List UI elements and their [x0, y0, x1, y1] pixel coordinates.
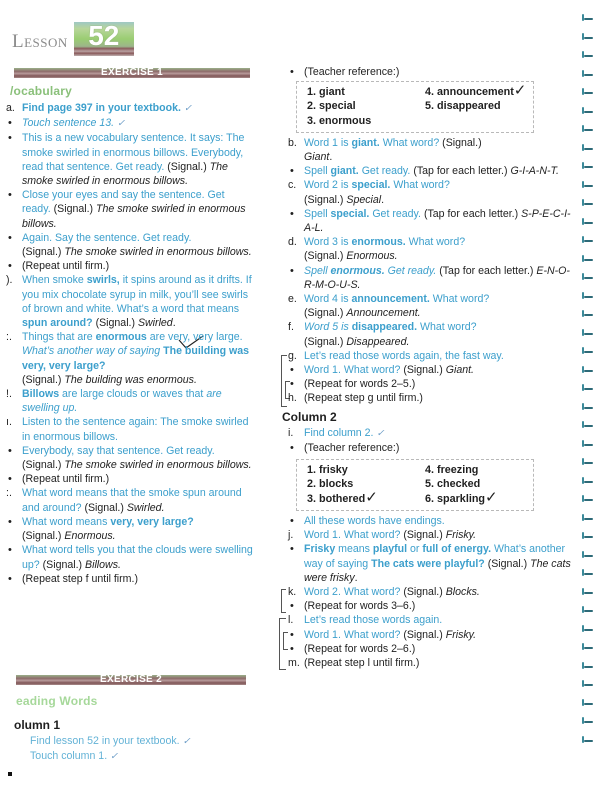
instruction: Spell	[304, 207, 331, 220]
answer: S-P-E-C-I-A-L.	[304, 207, 571, 235]
instruction: Everybody, say that sentence. Get ready.	[22, 444, 215, 457]
repeat-note: (Repeat step l until firm.)	[304, 656, 420, 669]
step-f-bullet-3	[6, 572, 254, 586]
step-f-bullet-2	[6, 543, 254, 571]
key-word: very, very large?	[110, 515, 194, 528]
tap-note: (Tap for each letter.)	[410, 165, 511, 178]
instruction: What word tells you that the clouds were swelling up?	[22, 544, 253, 571]
answer: The building was enormous.	[64, 373, 197, 386]
step-a	[6, 101, 254, 116]
step-a-bullet-3	[6, 188, 254, 231]
repeat-note: (Repeat for words 2–5.)	[304, 378, 416, 391]
step-d-bullet	[288, 264, 574, 292]
word-item: 1. giant	[307, 86, 345, 99]
instruction: What word means	[22, 515, 111, 528]
spiral-loop	[578, 434, 600, 453]
signal: (Signal.)	[439, 136, 482, 149]
instruction: What word?	[429, 293, 490, 306]
instruction: or	[407, 543, 423, 556]
word-list-box-2	[296, 459, 534, 511]
spiral-loop	[578, 730, 600, 749]
step-a-bullet-5	[6, 259, 254, 273]
spiral-loop	[578, 360, 600, 379]
column-1-step-1	[14, 734, 254, 749]
step-d	[288, 235, 574, 263]
answer: Enormous.	[64, 530, 116, 543]
reading-words-title: eading Words	[16, 694, 98, 708]
answer: The smoke swirled in enormous billows.	[64, 459, 252, 472]
instruction: What word?	[390, 179, 450, 192]
step-marker: l.	[288, 614, 294, 627]
key-word: The building was very, very large?	[22, 345, 250, 372]
instruction: All these words have endings.	[304, 514, 445, 527]
spiral-loop	[578, 563, 600, 582]
instruction: Find column 2.	[304, 426, 374, 439]
answer: Giant.	[445, 364, 474, 377]
step-marker: c.	[288, 179, 297, 192]
key-word: giant.	[351, 136, 380, 149]
step-k	[288, 585, 574, 599]
tick-icon: ✓	[110, 751, 119, 763]
signal: (Signal.)	[400, 364, 446, 377]
key-word: announcement.	[351, 293, 430, 306]
step-i	[288, 426, 574, 441]
instruction: Word 3 is	[304, 236, 352, 249]
instruction: Word 2. What word?	[304, 585, 401, 598]
repeat-note: (Repeat until firm.)	[22, 260, 110, 273]
signal: (Signal.)	[167, 160, 207, 173]
bracket	[281, 589, 286, 613]
step-j-bullet	[288, 542, 574, 585]
signal: (Signal.)	[22, 459, 65, 472]
word-item: 4. freezing	[425, 464, 479, 477]
signal: (Signal.)	[304, 250, 347, 263]
instruction: Again. Say the sentence. Get ready.	[22, 231, 192, 244]
label: (Teacher reference:)	[304, 66, 400, 78]
spiral-loop	[578, 64, 600, 83]
step-marker: :.	[6, 331, 12, 344]
instruction: are swelling up.	[22, 388, 222, 415]
signal: (Signal.)	[39, 558, 86, 571]
instruction: What word?	[379, 136, 440, 149]
signal: (Signal.)	[22, 246, 62, 259]
spiral-loop	[578, 267, 600, 286]
step-marker: :.	[6, 487, 12, 500]
instruction: What word?	[405, 236, 466, 249]
exercise-2-banner: EXERCISE 2	[16, 675, 246, 685]
signal: (Signal.)	[92, 317, 138, 330]
instruction: Get ready.	[384, 264, 437, 277]
key-word: swirls,	[86, 274, 120, 287]
step-h	[288, 391, 574, 405]
instruction: What’s another way of saying	[22, 345, 164, 358]
instruction: Word 1. What word?	[304, 529, 401, 542]
instruction: Word 2 is	[304, 179, 352, 192]
instruction: Word 1. What word?	[304, 628, 401, 641]
spiral-loop	[578, 249, 600, 268]
instruction: Touch sentence 13.	[22, 117, 115, 130]
instruction: are very, very large.	[146, 331, 243, 344]
vocabulary-title: /ocabulary	[10, 84, 73, 98]
instruction: Get ready.	[369, 207, 421, 220]
step-marker: e.	[288, 293, 297, 306]
spiral-loop	[578, 101, 600, 120]
instruction: Close your eyes and say the sentence. Get ready.	[22, 189, 225, 216]
instruction: Find page 397 in your textbook.	[22, 102, 181, 114]
answer: Frisky.	[445, 628, 477, 641]
word-item: 1. frisky	[307, 464, 348, 477]
spiral-loop	[578, 693, 600, 712]
handwritten-check-icon: ✓	[513, 81, 527, 100]
key-word: special.	[351, 179, 391, 192]
spiral-loop	[578, 82, 600, 101]
spiral-loop	[578, 119, 600, 138]
spiral-loop	[578, 471, 600, 490]
instruction: Word 5 is	[304, 321, 352, 334]
tap-note: (Tap for each letter.)	[436, 264, 537, 277]
step-e	[288, 292, 574, 320]
spiral-loop	[578, 489, 600, 508]
step-i-bullet	[288, 514, 574, 528]
step-c-bullet	[288, 207, 574, 235]
tick-icon: ✓	[182, 736, 191, 747]
step-marker: k.	[288, 585, 297, 598]
spiral-loop	[578, 27, 600, 46]
spiral-loop	[578, 711, 600, 730]
key-word: spun around?	[22, 317, 93, 330]
signal: (Signal.)	[304, 335, 347, 348]
step-marker: i.	[288, 426, 294, 439]
step-marker: h.	[288, 392, 297, 405]
handwritten-check-icon: ✓	[365, 487, 378, 506]
tick-icon: ✓	[117, 118, 126, 130]
spiral-loop	[578, 656, 600, 675]
step-a-bullet-4	[6, 231, 254, 259]
answer: The smoke swirled in enormous billows.	[22, 160, 228, 188]
tap-note: (Tap for each letter.)	[421, 207, 522, 220]
instruction: Spell	[304, 264, 331, 277]
punctuation: .	[172, 317, 176, 330]
answer: Giant	[304, 151, 330, 164]
lesson-number: 52	[88, 20, 120, 51]
instruction: Find lesson 52 in your textbook.	[30, 735, 180, 747]
instruction: Let’s read those words again.	[304, 614, 443, 627]
spiral-loop	[578, 212, 600, 231]
step-f	[288, 320, 574, 348]
key-word: full of energy.	[422, 543, 492, 556]
instruction: What’s another way of saying	[304, 543, 566, 570]
left-column	[6, 101, 254, 586]
key-word: Billows	[22, 388, 60, 401]
step-b-bullet	[288, 164, 574, 178]
teacher-reference-label	[288, 65, 574, 79]
answer: G-I-A-N-T.	[510, 165, 559, 178]
tick-icon: ✓	[183, 103, 192, 114]
signal: (Signal.)	[400, 585, 446, 598]
answer: Enormous.	[346, 250, 398, 263]
spiral-loop	[578, 397, 600, 416]
step-k-group	[288, 585, 574, 613]
answer: Disappeared.	[346, 335, 410, 348]
repeat-note: (Repeat step f until firm.)	[22, 572, 138, 585]
answer: The smoke swirled in enormous billows.	[64, 246, 252, 259]
signal: (Signal.)	[22, 530, 65, 543]
word-item: 3. enormous	[307, 114, 372, 127]
instruction: Word 1 is	[304, 136, 352, 149]
step-l	[288, 613, 574, 627]
answer: Billows.	[85, 558, 121, 571]
answer: Swirled	[137, 317, 173, 330]
teacher-reference-label-2	[288, 441, 574, 455]
word-item	[415, 487, 533, 506]
step-g-bullet-2	[288, 377, 574, 391]
word-item: 2. blocks	[307, 478, 354, 491]
step-marker: b.	[288, 136, 297, 149]
signal: (Signal.)	[53, 203, 94, 216]
instruction: What word?	[417, 321, 477, 334]
spiral-loop	[578, 45, 600, 64]
answer: E-N-O-R-M-O-U-S.	[304, 264, 570, 291]
key-word: giant.	[330, 165, 359, 178]
scan-speck	[8, 772, 12, 776]
instruction: it spins around as it drifts. If you mix chocolate syrup in milk, you’ll see swirls of brown and white. What’s a word that means	[22, 274, 252, 315]
spiral-loop	[578, 286, 600, 305]
answer: Swirled.	[126, 501, 165, 514]
instruction: are large clouds or waves that	[59, 388, 207, 401]
instruction: Get ready.	[358, 165, 411, 178]
lesson-header	[12, 20, 134, 56]
step-marker: ı.	[6, 416, 12, 429]
answer: Announcement.	[346, 307, 421, 320]
right-column	[282, 65, 574, 670]
step-a-bullet-2	[6, 131, 254, 188]
word-list-box-1	[296, 81, 534, 133]
key-word: disappeared.	[351, 321, 418, 334]
step-f-bullet-1	[6, 515, 254, 543]
spiral-loop	[578, 674, 600, 693]
instruction: Let’s read those words again, the fast way.	[304, 349, 504, 362]
spiral-loop	[578, 138, 600, 157]
handwritten-check-icon: ✓	[485, 487, 498, 506]
step-c: c. Word 2 is special. What word? (Signal.) Special.	[288, 179, 450, 206]
spiral-loop	[578, 193, 600, 212]
word-item: 5. disappeared	[425, 100, 501, 113]
spiral-loop	[578, 8, 600, 27]
instruction: When smoke	[22, 274, 87, 287]
spiral-loop	[578, 600, 600, 619]
step-marker: !.	[6, 388, 12, 401]
step-l-bullet-1	[288, 628, 574, 642]
instruction: means	[335, 543, 373, 556]
step-e	[6, 415, 254, 443]
word-item	[415, 81, 533, 100]
spiral-loop	[578, 230, 600, 249]
signal: (Signal.)	[304, 193, 347, 206]
instruction: Word 1. What word?	[304, 364, 401, 377]
repeat-note: (Repeat until firm.)	[22, 473, 110, 486]
step-b: b. Word 1 is giant. What word? (Signal.) Giant.	[288, 136, 482, 164]
step-marker: d.	[288, 236, 297, 249]
word-text: 3. bothered	[307, 492, 366, 505]
spiral-binding	[578, 8, 600, 748]
key-word: enormous.	[330, 264, 385, 277]
step-b	[6, 273, 254, 330]
step-marker: ).	[6, 274, 13, 287]
step-j	[288, 528, 574, 542]
spiral-loop	[578, 378, 600, 397]
step-marker: j.	[288, 529, 294, 542]
answer: The cats were frisky	[304, 557, 571, 584]
spiral-loop	[578, 582, 600, 601]
column-1-title: olumn 1	[14, 718, 61, 732]
word-item: 5. checked	[425, 478, 481, 491]
instruction: What word means that the smoke spun around and around?	[22, 487, 242, 514]
column-2-title: Column 2	[282, 409, 337, 424]
spiral-loop	[578, 175, 600, 194]
step-c	[6, 330, 254, 387]
spiral-loop	[578, 637, 600, 656]
word-item	[297, 487, 415, 506]
spiral-loop	[578, 323, 600, 342]
step-marker: m.	[288, 656, 300, 669]
step-l-bullet-2	[288, 642, 574, 656]
step-a-bullet-1	[6, 116, 254, 131]
step-e-bullet-1	[6, 444, 254, 472]
key-word: enormous	[95, 331, 147, 344]
step-e-bullet-2	[6, 472, 254, 486]
word-text: 6. sparkling	[425, 492, 486, 505]
spiral-loop	[578, 341, 600, 360]
signal: (Signal.)	[400, 529, 446, 542]
spiral-loop	[578, 304, 600, 323]
signal: (Signal.)	[400, 628, 446, 641]
instruction: Spell	[304, 165, 331, 178]
answer: Blocks.	[445, 585, 480, 598]
step-d	[6, 387, 254, 415]
instruction: Things that are	[22, 331, 96, 344]
key-word: Frisky	[304, 543, 336, 556]
step-k-bullet	[288, 599, 574, 613]
signal: (Signal.)	[22, 373, 65, 386]
answer: Frisky.	[445, 529, 477, 542]
repeat-note: (Repeat step g until firm.)	[304, 392, 423, 405]
signal: (Signal.)	[81, 501, 127, 514]
tick-icon: ✓	[376, 427, 385, 439]
repeat-note: (Repeat for words 3–6.)	[304, 600, 416, 613]
answer: The smoke swirled in enormous billows.	[22, 203, 246, 230]
word-text: 4. announcement	[425, 86, 514, 99]
instruction: Word 4 is	[304, 293, 352, 306]
steps-l-m-group	[288, 613, 574, 670]
key-word: enormous.	[351, 236, 406, 249]
punctuation: .	[354, 571, 358, 584]
label: (Teacher reference:)	[304, 442, 400, 455]
answer: Special	[346, 193, 382, 206]
spiral-loop	[578, 619, 600, 638]
spiral-loop	[578, 452, 600, 471]
key-word: The cats were playful?	[371, 557, 485, 570]
step-marker: a.	[6, 102, 15, 114]
spiral-loop	[578, 526, 600, 545]
spiral-loop	[578, 156, 600, 175]
spiral-loop	[578, 545, 600, 564]
spiral-loop	[578, 415, 600, 434]
column-1-steps	[14, 734, 254, 764]
instruction: Listen to the sentence again: The smoke swirled in enormous billows.	[22, 416, 249, 443]
exercise-1-banner: EXERCISE 1	[14, 68, 250, 78]
word-item: 2. special	[307, 100, 356, 113]
steps-g-h-group	[288, 349, 574, 406]
lesson-number-badge	[74, 22, 134, 56]
step-g-bullet-1	[288, 363, 574, 377]
step-g	[288, 349, 574, 363]
step-marker: f.	[288, 321, 294, 334]
spiral-loop	[578, 508, 600, 527]
column-1-step-2	[14, 749, 254, 764]
step-m	[288, 656, 574, 670]
step-f	[6, 486, 254, 514]
instruction: This is a new vocabulary sentence. It says: The smoke swirled in enormous billows. Everybody, read that sentence. Get ready.	[22, 132, 245, 173]
key-word: special.	[330, 207, 370, 220]
repeat-note: (Repeat for words 2–6.)	[304, 642, 416, 655]
signal: (Signal.)	[484, 557, 531, 570]
key-word: playful	[372, 543, 408, 556]
instruction: Touch column 1.	[30, 750, 108, 763]
step-marker: g.	[288, 349, 297, 362]
signal: (Signal.)	[304, 307, 347, 320]
lesson-label: Lesson	[12, 31, 68, 52]
